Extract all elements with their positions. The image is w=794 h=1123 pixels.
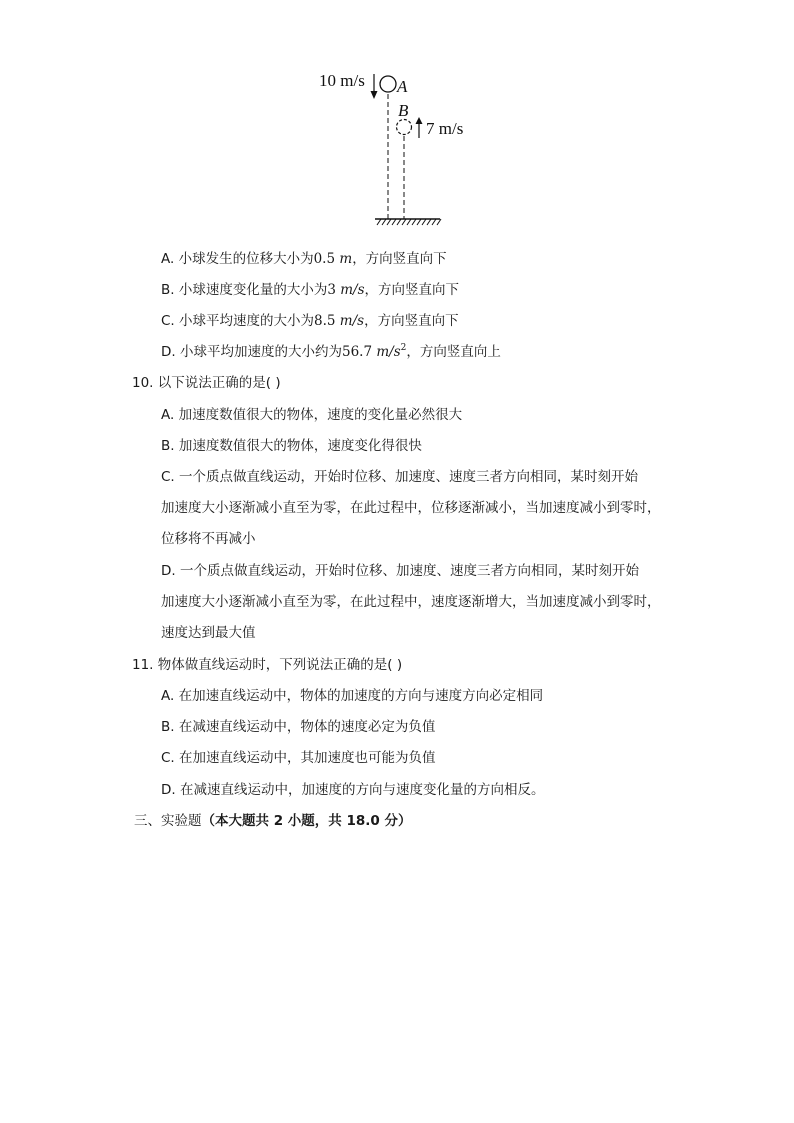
up-arrow-head <box>416 117 423 124</box>
option-text-pre: 小球平均速度的大小为 <box>179 313 315 329</box>
option-math-value: 56.7 <box>341 344 373 360</box>
motion-diagram <box>300 62 480 232</box>
option-text-pre: 小球发生的位移大小为 <box>178 251 314 267</box>
option-letter: B. <box>161 282 175 298</box>
ball-b-label: B <box>398 101 409 120</box>
option-math-value: 8.5 <box>314 313 336 329</box>
option-text-pre: 小球平均加速度的大小约为 <box>179 344 342 360</box>
q11-number: 11. <box>132 657 154 673</box>
q11-option-d: D. 在减速直线运动中，加速度的方向与速度变化量的方向相反。 <box>161 782 545 798</box>
speed-b-label: 7 m/s <box>426 119 464 138</box>
section-3-info: （本大题共 2 小题，共 18.0 分） <box>201 813 412 829</box>
option-text-post: ，方向竖直向下 <box>352 251 447 267</box>
option-math-unit: m/s <box>340 282 365 298</box>
q10-option-c-line-2: 加速度大小逐渐减小直至为零，在此过程中，位移逐渐减小，当加速度减小到零时， <box>161 500 661 516</box>
q10-option-a: A. 加速度数值很大的物体，速度的变化量必然很大 <box>161 407 463 423</box>
q10-option-c-line-1: C. 一个质点做直线运动，开始时位移、加速度、速度三者方向相同，某时刻开始 <box>161 469 639 485</box>
section-3-heading <box>134 811 412 831</box>
q10-number: 10. <box>132 375 154 391</box>
ball-a-label: A <box>397 77 408 96</box>
option-letter: C. <box>161 313 175 329</box>
q10-option-c-line-3: 位移将不再减小 <box>161 531 256 547</box>
option-text-post: ，方向竖直向上 <box>406 344 501 360</box>
q10-option-d-line-2: 加速度大小逐渐减小直至为零，在此过程中，速度逐渐增大，当加速度减小到零时， <box>161 594 661 610</box>
q9-option-c <box>161 311 459 331</box>
option-math-exponent: 2 <box>400 343 407 353</box>
q10-option-d-line-1: D. 一个质点做直线运动，开始时位移、加速度、速度三者方向相同，某时刻开始 <box>161 563 639 579</box>
section-3-title: 三、实验题 <box>134 813 202 829</box>
ground-hatching <box>377 219 441 225</box>
speed-a-label: 10 m/s <box>319 71 365 90</box>
option-math-unit: m/s <box>376 344 401 360</box>
option-math-unit: m <box>339 251 353 267</box>
q9-option-a <box>161 249 447 269</box>
option-text-post: ，方向竖直向下 <box>364 282 460 298</box>
q10-option-b: B. 加速度数值很大的物体，速度变化得很快 <box>161 438 422 454</box>
option-math-unit: m/s <box>339 313 365 329</box>
q10-option-d-line-3: 速度达到最大值 <box>161 625 256 641</box>
q11-stem: 物体做直线运动时，下列说法正确的是( ) <box>157 657 403 673</box>
option-letter: D. <box>161 344 176 360</box>
q11-option-a: A. 在加速直线运动中，物体的加速度的方向与速度方向必定相同 <box>161 688 544 704</box>
q11-option-b: B. 在减速直线运动中，物体的速度必定为负值 <box>161 719 436 735</box>
q11-stem-line <box>132 655 402 675</box>
option-text-post: ，方向竖直向下 <box>364 313 459 329</box>
ball-a <box>380 76 396 92</box>
q10-stem-line <box>132 373 281 393</box>
q11-option-c: C. 在加速直线运动中，其加速度也可能为负值 <box>161 750 436 766</box>
q9-option-b <box>161 280 459 300</box>
option-letter: A. <box>161 251 175 267</box>
option-math-value: 3 <box>327 282 336 298</box>
option-text-pre: 小球速度变化量的大小为 <box>178 282 328 298</box>
q9-option-d <box>161 342 501 362</box>
down-arrow-head <box>371 91 378 99</box>
ball-b <box>397 120 412 135</box>
option-math-value: 0.5 <box>313 251 336 267</box>
q10-stem: 以下说法正确的是( ) <box>157 375 281 391</box>
